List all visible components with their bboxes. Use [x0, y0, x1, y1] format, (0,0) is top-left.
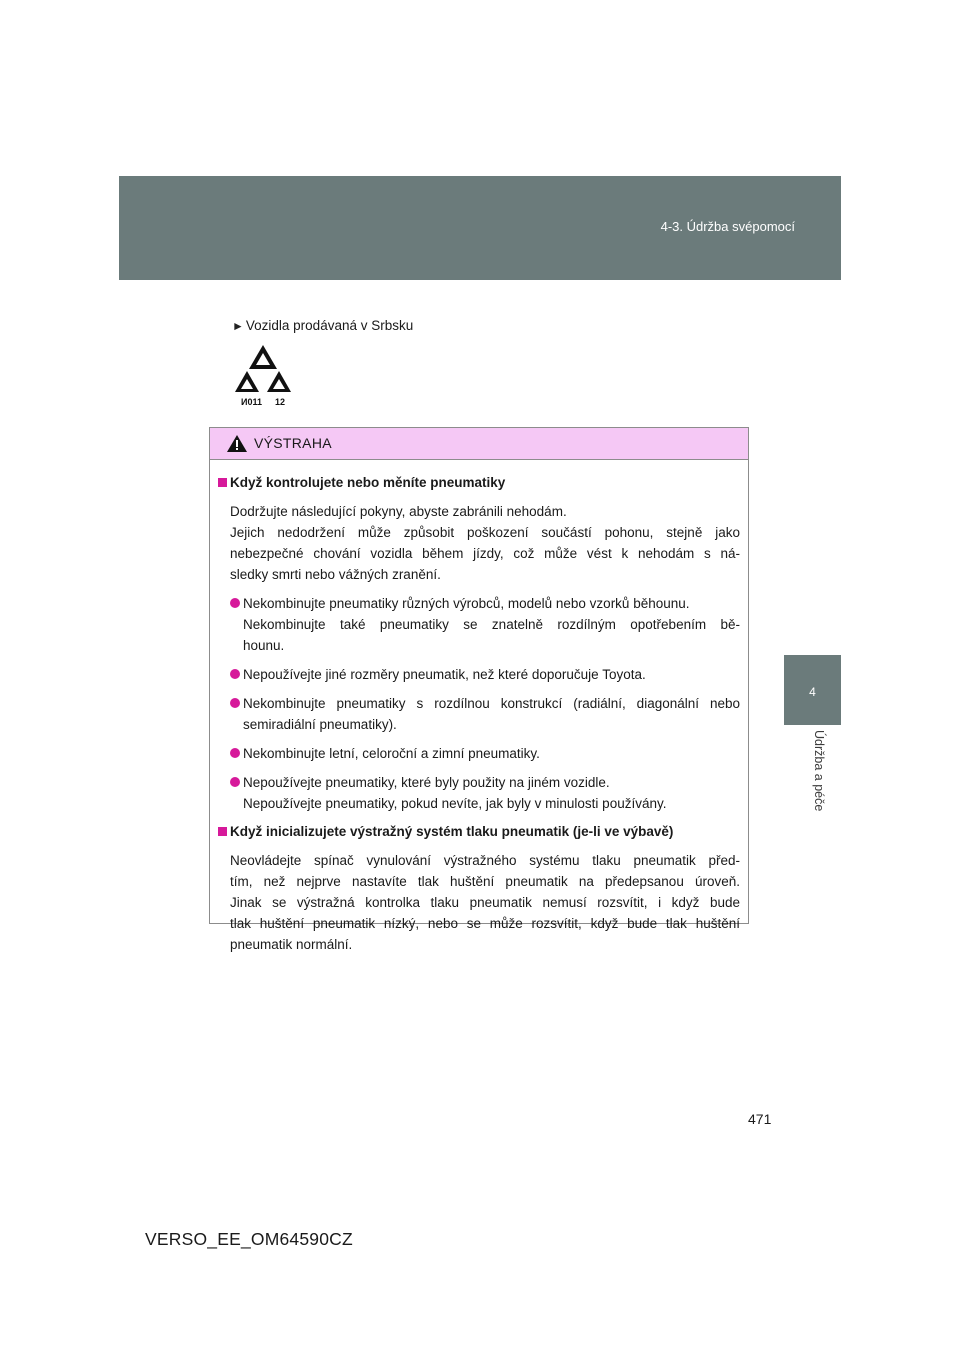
section-heading-tyres — [218, 472, 740, 493]
bullet-line: hounu. — [243, 638, 285, 653]
tpws-line: tlak huštění pneumatik nízký, nebo se může rozsvítit, když bude tlak huštění — [230, 916, 740, 931]
serbian-homologation-mark — [233, 342, 303, 408]
warning-title: VÝSTRAHA — [254, 435, 332, 451]
bullet-line: Nepoužívejte jiné rozměry pneumatik, než které doporučuje Toyota. — [243, 667, 646, 682]
vehicle-note-text: Vozidla prodávaná v Srbsku — [245, 318, 414, 333]
bullet-dot-icon — [230, 777, 240, 787]
chapter-label: Údržba a péče — [812, 730, 826, 812]
triangle-mark-icon — [235, 345, 291, 392]
bullet-dot-icon — [230, 669, 240, 679]
bullet-dot-icon — [230, 598, 240, 608]
header-band — [119, 176, 841, 280]
intro-paragraph — [230, 501, 740, 585]
mark-code-left: И011 — [241, 397, 262, 407]
warning-header — [210, 428, 748, 460]
bullet-item — [230, 664, 740, 685]
bullet-dot-icon — [230, 748, 240, 758]
intro-line: Dodržujte následující pokyny, abyste zabránili nehodám. — [230, 504, 567, 519]
tpws-line: tím, než nejprve nastavíte tlak huštění pneumatik na předepsanou úroveň. — [230, 874, 740, 889]
bullet-line: Nekombinujte letní, celoroční a zimní pneumatiky. — [243, 746, 540, 761]
intro-line: nebezpečné chování vozidla během jízdy, což může vést k nehodám s ná- — [230, 546, 740, 561]
warning-triangle-icon — [226, 434, 248, 453]
right-triangle-icon: ► — [232, 319, 244, 333]
warning-box — [209, 427, 749, 952]
bullet-line: semiradiální pneumatiky). — [243, 717, 397, 732]
document-code: VERSO_EE_OM64590CZ — [145, 1229, 353, 1249]
bullet-line: Nekombinujte pneumatiky s rozdílnou konstrukcí (radiální, diagonální nebo — [243, 696, 740, 711]
chapter-number: 4 — [809, 685, 816, 699]
vehicle-note — [232, 318, 413, 333]
bullet-item — [230, 772, 740, 814]
square-bullet-icon — [218, 478, 227, 487]
warning-content — [210, 460, 748, 955]
section-heading-text: Když inicializujete výstražný systém tlaku pneumatik (je-li ve výbavě) — [230, 824, 674, 839]
section-title: 4-3. Údržba svépomocí — [660, 219, 795, 234]
bullet-item — [230, 743, 740, 764]
page-number: 471 — [748, 1111, 772, 1127]
chapter-tab — [784, 655, 841, 725]
mark-code-right: 12 — [275, 397, 286, 407]
intro-line: sledky smrti nebo vážných zranění. — [230, 567, 441, 582]
tpws-line: Neovládejte spínač vynulování výstražného systému tlaku pneumatik před- — [230, 853, 740, 868]
bullet-line: Nepoužívejte pneumatiky, které byly použity na jiném vozidle. — [243, 775, 610, 790]
bullet-item — [230, 593, 740, 656]
tpws-line: Jinak se výstražná kontrolka tlaku pneumatik nemusí rozsvítit, i když bude — [230, 895, 740, 910]
bullet-item — [230, 693, 740, 735]
bullet-dot-icon — [230, 698, 240, 708]
section-heading-text: Když kontrolujete nebo měníte pneumatiky — [230, 475, 506, 490]
section-heading-tpws — [218, 821, 740, 842]
bullet-line: Nepoužívejte pneumatiky, pokud nevíte, jak byly v minulosti používány. — [243, 796, 667, 811]
bullet-line: Nekombinujte také pneumatiky se znatelně rozdílným opotřebením bě- — [243, 617, 740, 632]
square-bullet-icon — [218, 827, 227, 836]
bullet-line: Nekombinujte pneumatiky různých výrobců, modelů nebo vzorků běhounu. — [243, 596, 690, 611]
tpws-line: pneumatik normální. — [230, 937, 353, 952]
intro-line: Jejich nedodržení může způsobit poškození součástí pohonu, stejně jako — [230, 525, 740, 540]
tpws-paragraph — [230, 850, 740, 955]
